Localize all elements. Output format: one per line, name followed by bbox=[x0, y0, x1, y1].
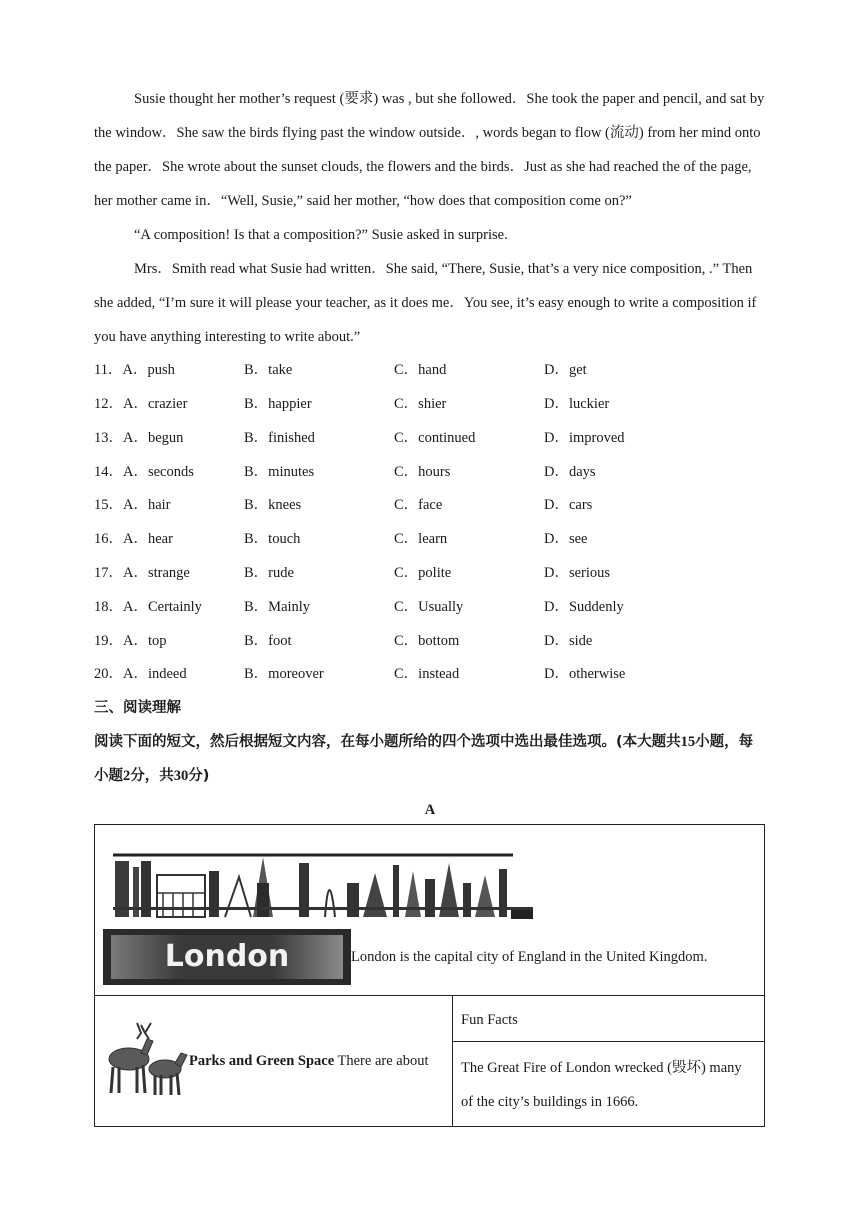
option-a: A．strange bbox=[123, 565, 190, 581]
question-19 bbox=[94, 624, 766, 658]
option-d: D．cars bbox=[544, 497, 593, 513]
question-18 bbox=[94, 590, 766, 624]
question-12 bbox=[94, 387, 766, 421]
question-17 bbox=[94, 556, 766, 590]
fun-facts-header: Fun Facts bbox=[461, 1012, 518, 1028]
table-divider bbox=[452, 995, 453, 1126]
option-d: D．days bbox=[544, 464, 596, 480]
section-title: 三、阅读理解 bbox=[94, 700, 181, 716]
option-c: C．hours bbox=[394, 464, 451, 480]
question-number: 16． bbox=[94, 531, 123, 547]
london-info-table bbox=[94, 824, 765, 1127]
question-number: 19． bbox=[94, 633, 123, 649]
question-number: 12． bbox=[94, 396, 123, 412]
points-each: 2 bbox=[123, 768, 131, 784]
option-a: A．top bbox=[123, 633, 167, 649]
question-number: 15． bbox=[94, 497, 123, 513]
points-total: 30 bbox=[173, 768, 189, 784]
option-a: A．seconds bbox=[123, 464, 194, 480]
option-a: A．begun bbox=[123, 430, 184, 446]
passage-paragraph-1: Susie thought her mother’s request (要求) was , but she followed．She took the paper and pencil, and sat by the window．She saw the birds flying past the window outside．, words began to flow (流动) from her mind onto the paper．She wrote about the sunset clouds, the flowers and the birds．Just as she had reached the of the page, her mother came in．“Well, Susie,” said her mother, “how does that composition come on?” bbox=[94, 91, 765, 209]
option-b: B．take bbox=[244, 362, 293, 378]
option-a: A．hear bbox=[123, 531, 173, 547]
option-c: C．continued bbox=[394, 430, 476, 446]
fun-fact-line-1: The Great Fire of London wrecked (毁坏) many bbox=[461, 1060, 742, 1076]
question-13 bbox=[94, 421, 766, 455]
question-15 bbox=[94, 488, 766, 522]
question-14 bbox=[94, 455, 766, 489]
parks-cell bbox=[189, 1044, 429, 1078]
question-number: 13． bbox=[94, 430, 123, 446]
option-d: D．Suddenly bbox=[544, 599, 624, 615]
passage-paragraph-3: Mrs．Smith read what Susie had written．She said, “There, Susie, that’s a very nice composition, .” Then she added, “I’m sure it will please your teacher, as it does me．You see, it’s easy enough to write a composition if you have anything interesting to write about.” bbox=[94, 261, 757, 345]
question-number: 14． bbox=[94, 464, 123, 480]
option-d: D．otherwise bbox=[544, 666, 626, 682]
banner-word: London bbox=[164, 939, 290, 974]
option-c: C．face bbox=[394, 497, 443, 513]
option-b: B．foot bbox=[244, 633, 292, 649]
option-a: A．indeed bbox=[123, 666, 187, 682]
option-c: C．Usually bbox=[394, 599, 464, 615]
table-divider bbox=[452, 1041, 764, 1042]
parks-text: There are about bbox=[334, 1053, 429, 1069]
option-a: A．push bbox=[122, 362, 175, 378]
option-a: A．hair bbox=[123, 497, 171, 513]
option-a: A．Certainly bbox=[123, 599, 202, 615]
instruction-text-3: 分，共 bbox=[130, 768, 174, 784]
parks-heading: Parks and Green Space bbox=[189, 1053, 335, 1069]
option-b: B．Mainly bbox=[244, 599, 311, 615]
instruction-text-1: 阅读下面的短文，然后根据短文内容，在每小题所给的四个选项中选出最佳选项。(本大题共 bbox=[94, 734, 681, 750]
instruction-text-4: 分) bbox=[188, 768, 210, 784]
deer-icon bbox=[101, 1019, 193, 1097]
option-c: C．learn bbox=[394, 531, 448, 547]
table-divider bbox=[95, 995, 764, 996]
option-b: B．minutes bbox=[244, 464, 315, 480]
option-c: C．shier bbox=[394, 396, 447, 412]
option-b: B．finished bbox=[244, 430, 315, 446]
question-number: 11． bbox=[94, 362, 123, 378]
option-b: B．knees bbox=[244, 497, 302, 513]
option-b: B．moreover bbox=[244, 666, 324, 682]
question-16 bbox=[94, 522, 766, 556]
question-count: 15 bbox=[680, 734, 696, 750]
option-c: C．hand bbox=[394, 362, 447, 378]
option-d: D．side bbox=[544, 633, 593, 649]
passage-a-label: A bbox=[424, 802, 436, 818]
question-number: 20． bbox=[94, 666, 123, 682]
option-d: D．see bbox=[544, 531, 588, 547]
passage-paragraph-2: “A composition! Is that a composition?” Susie asked in surprise. bbox=[134, 227, 508, 243]
question-number: 18． bbox=[94, 599, 123, 615]
option-b: B．touch bbox=[244, 531, 301, 547]
fun-fact-line-2: of the city’s buildings in 1666. bbox=[461, 1094, 639, 1110]
option-c: C．bottom bbox=[394, 633, 460, 649]
london-skyline-image bbox=[113, 853, 533, 919]
option-d: D．improved bbox=[544, 430, 625, 446]
capital-description: London is the capital city of England in the United Kingdom. bbox=[351, 949, 708, 965]
question-11 bbox=[94, 353, 766, 387]
option-c: C．polite bbox=[394, 565, 452, 581]
option-b: B．rude bbox=[244, 565, 294, 581]
option-d: D．luckier bbox=[544, 396, 610, 412]
option-a: A．crazier bbox=[123, 396, 188, 412]
question-number: 17． bbox=[94, 565, 123, 581]
option-d: D．serious bbox=[544, 565, 611, 581]
question-20 bbox=[94, 657, 766, 691]
option-d: D．get bbox=[544, 362, 587, 378]
option-b: B．happier bbox=[244, 396, 312, 412]
london-banner-image bbox=[103, 929, 351, 985]
option-c: C．instead bbox=[394, 666, 460, 682]
instruction-text-2: 小题，每小题 bbox=[94, 734, 754, 784]
section-instruction bbox=[94, 725, 766, 793]
